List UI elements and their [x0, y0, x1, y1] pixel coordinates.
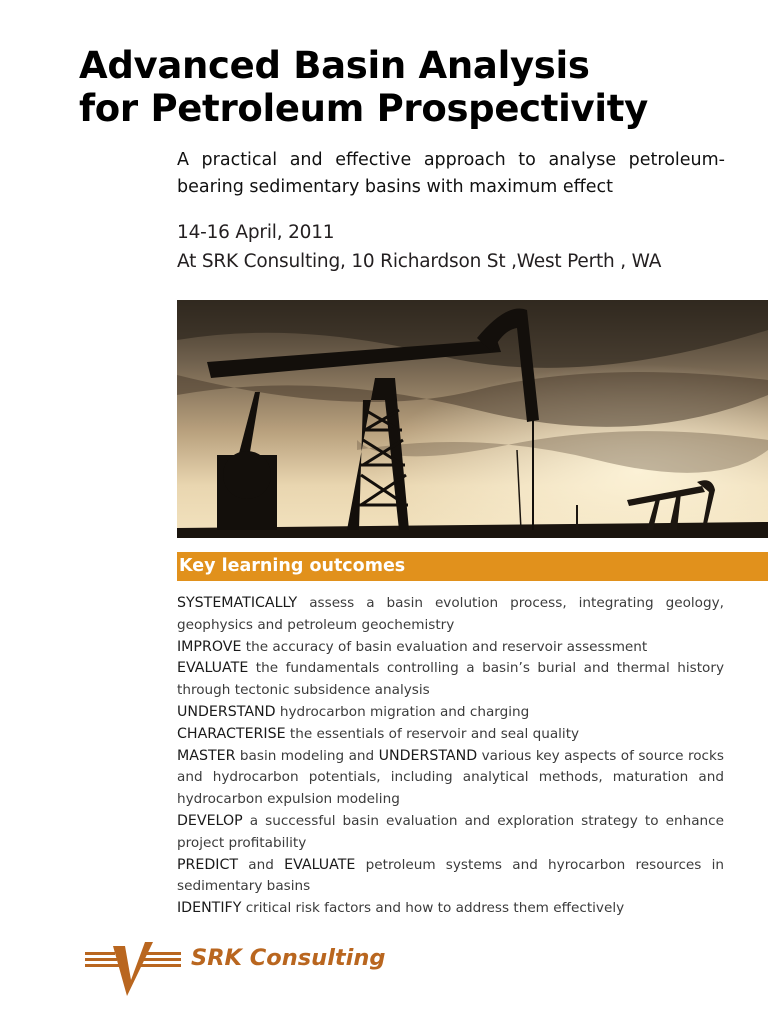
event-details [177, 218, 757, 276]
event-dates: 14-16 April, 2011 [177, 222, 335, 243]
outcome-keyword: IMPROVE [177, 638, 242, 655]
outcome-keyword: CHARACTERISE [177, 725, 286, 742]
outcome-item [177, 746, 724, 811]
outcome-text: the essentials of reservoir and seal quality [285, 725, 580, 742]
banner-title: Key learning outcomes [179, 556, 406, 576]
outcome-item [177, 898, 724, 920]
outcome-item [177, 702, 724, 724]
outcome-item [177, 724, 724, 746]
learning-outcomes-list [177, 593, 724, 920]
outcome-keyword: EVALUATE [177, 660, 249, 677]
srk-logo-mark-icon [83, 940, 183, 998]
outcome-text: hydrocarbon migration and charging [275, 703, 530, 720]
outcome-text: petroleum systems and hyrocarbon resources in sedimentary basins [177, 856, 725, 895]
outcome-item [177, 811, 724, 855]
outcome-text: the accuracy of basin evaluation and reservoir assessment [241, 638, 648, 655]
key-learning-outcomes-banner [177, 552, 768, 581]
outcome-text: and [238, 856, 285, 873]
document-title [79, 44, 759, 130]
oil-pumpjack-photo [177, 300, 768, 538]
outcome-text: various key aspects of source rocks and hydrocarbon potentials, including analytical methods, maturation and hydrocarbon expulsion modeling [177, 747, 724, 808]
srk-consulting-logo [83, 940, 413, 998]
outcome-item [177, 855, 724, 899]
title-line-2: for Petroleum Prospectivity [79, 87, 648, 130]
outcome-item [177, 658, 724, 702]
outcome-keyword: IDENTIFY [177, 900, 242, 917]
title-line-1: Advanced Basin Analysis [79, 44, 590, 87]
outcome-text: a successful basin evaluation and exploration strategy to enhance project profitability [177, 812, 724, 851]
outcome-keyword: DEVELOP [177, 812, 243, 829]
outcome-keyword: MASTER [177, 747, 236, 764]
outcome-text: critical risk factors and how to address them effectively [241, 900, 625, 917]
logo-wordmark: SRK Consulting [191, 945, 386, 971]
outcome-keyword: PREDICT [177, 856, 239, 873]
outcome-text: assess a basin evolution process, integrating geology, geophysics and petroleum geochemistry [177, 595, 724, 633]
outcome-item [177, 593, 724, 637]
outcome-keyword: EVALUATE [284, 856, 356, 873]
outcome-item [177, 637, 724, 659]
outcome-text: the fundamentals controlling a basin’s burial and thermal history through tectonic subsidence analysis [177, 660, 724, 699]
subtitle: A practical and effective approach to analyse petroleum-bearing sedimentary basins with maximum effect [177, 150, 725, 197]
outcome-keyword: UNDERSTAND [177, 703, 276, 720]
outcome-keyword: SYSTEMATICALLY [177, 595, 298, 611]
outcome-text: basin modeling and [235, 747, 379, 764]
event-venue: At SRK Consulting, 10 Richardson St ,West Perth , WA [177, 251, 662, 272]
outcome-keyword: UNDERSTAND [378, 747, 478, 764]
